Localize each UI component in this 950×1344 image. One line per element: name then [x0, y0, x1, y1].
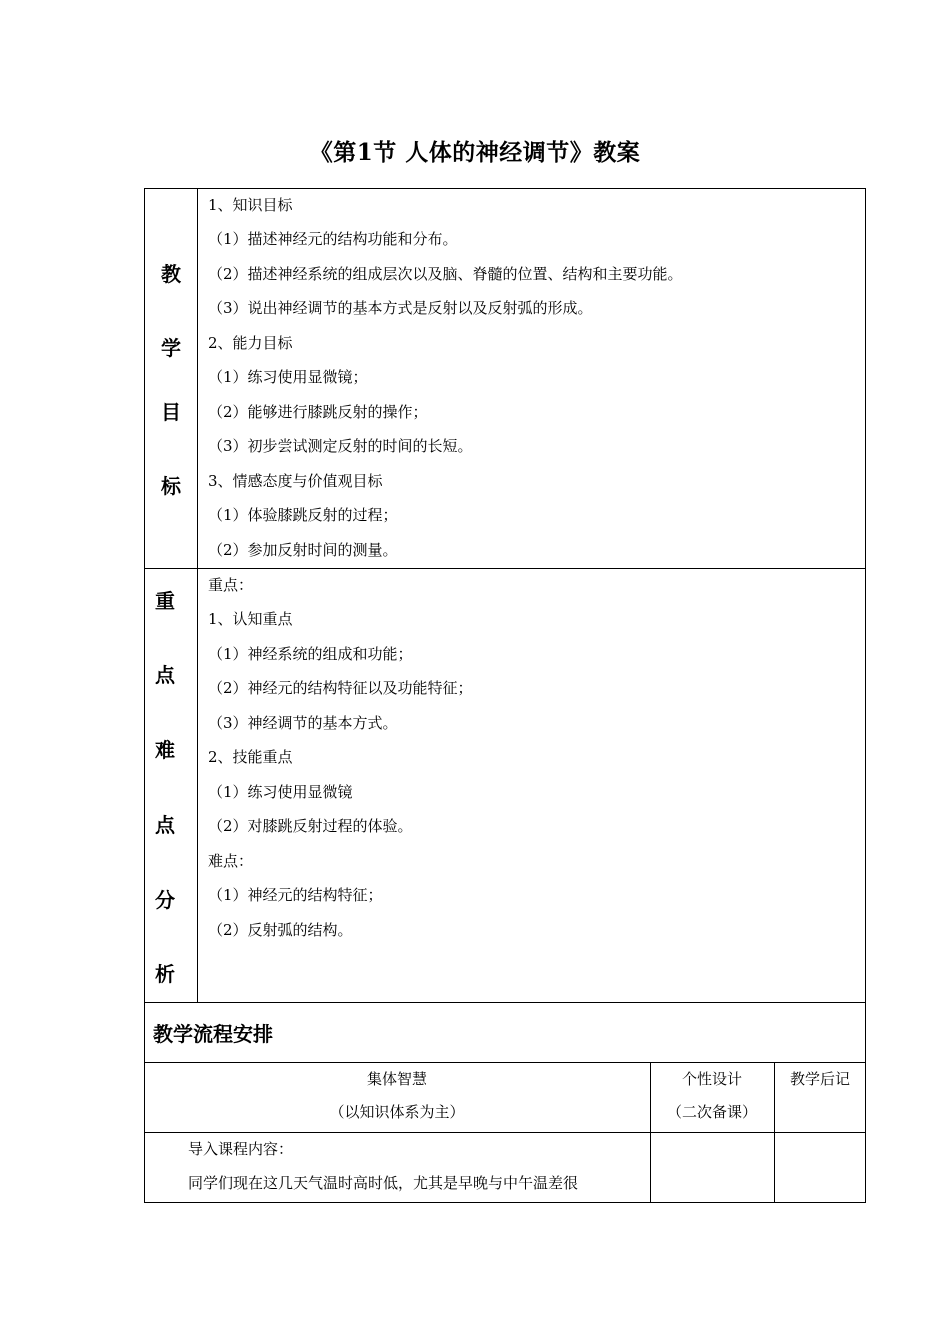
objective-item: （3）初步尝试测定反射的时间的长短。 [208, 437, 473, 455]
flow-col1-subheader: （以知识体系为主） [329, 1103, 465, 1121]
keypoints-label-char: 点 [155, 813, 175, 837]
keypoint-item: （3）神经调节的基本方式。 [208, 714, 398, 732]
flow-col1-header: 集体智慧 [366, 1070, 427, 1088]
keypoint-item: （2）对膝跳反射过程的体验。 [208, 817, 413, 835]
keypoints-divider [197, 568, 198, 1003]
keypoints-label-char: 分 [155, 888, 175, 912]
keypoints-label-char: 点 [155, 663, 175, 687]
flow-title-rule [144, 1062, 866, 1063]
keypoint-item: （1）练习使用显微镜 [208, 783, 353, 801]
objective-item: （1）体验膝跳反射的过程； [208, 506, 398, 524]
keypoints-label-char: 难 [155, 738, 175, 762]
keypoints-bottom-rule [144, 1002, 866, 1003]
objectives-label-char: 标 [161, 474, 181, 498]
keypoint-item: （1）神经系统的组成和功能； [208, 645, 413, 663]
keypoint-item: （2）神经元的结构特征以及功能特征； [208, 679, 473, 697]
keypoints-label-char: 析 [155, 962, 175, 986]
objectives-label-char: 教 [161, 262, 181, 286]
flow-col3-header: 教学后记 [789, 1070, 850, 1088]
keypoint-item: （1）神经元的结构特征； [208, 886, 383, 904]
objective-item: （1）描述神经元的结构功能和分布。 [208, 230, 458, 248]
objectives-label-char: 学 [161, 336, 181, 360]
objectives-label-char: 目 [161, 400, 181, 424]
flow-col2-subheader: （二次备课） [666, 1103, 757, 1121]
keypoints-label-char: 重 [155, 589, 175, 613]
flow-intro-heading: 导入课程内容： [188, 1140, 294, 1158]
objective-item: （2）描述神经系统的组成层次以及脑、脊髓的位置、结构和主要功能。 [208, 265, 683, 283]
flow-intro-text: 同学们现在这几天气温时高时低，尤其是早晚与中午温差很 [188, 1174, 579, 1192]
objectives-divider [197, 188, 198, 569]
flow-title: 教学流程安排 [153, 1022, 273, 1046]
keypoint-item: （2）反射弧的结构。 [208, 921, 353, 939]
flow-col2-header: 个性设计 [681, 1070, 742, 1088]
keypoint-heading: 难点： [208, 852, 254, 870]
objective-item: （3）说出神经调节的基本方式是反射以及反射弧的形成。 [208, 299, 593, 317]
objective-heading: 3、情感态度与价值观目标 [208, 472, 383, 490]
objective-item: （2）参加反射时间的测量。 [208, 541, 398, 559]
keypoint-heading: 重点： [208, 576, 254, 594]
objective-item: （1）练习使用显微镜； [208, 368, 368, 386]
objective-heading: 1、知识目标 [208, 196, 293, 214]
objectives-bottom-rule [144, 568, 866, 569]
keypoint-heading: 1、认知重点 [208, 610, 293, 628]
page-title: 《第1节 人体的神经调节》教案 [309, 139, 641, 166]
flow-header-rule [144, 1132, 866, 1133]
objective-item: （2）能够进行膝跳反射的操作； [208, 403, 428, 421]
keypoint-heading: 2、技能重点 [208, 748, 293, 766]
objective-heading: 2、能力目标 [208, 334, 293, 352]
